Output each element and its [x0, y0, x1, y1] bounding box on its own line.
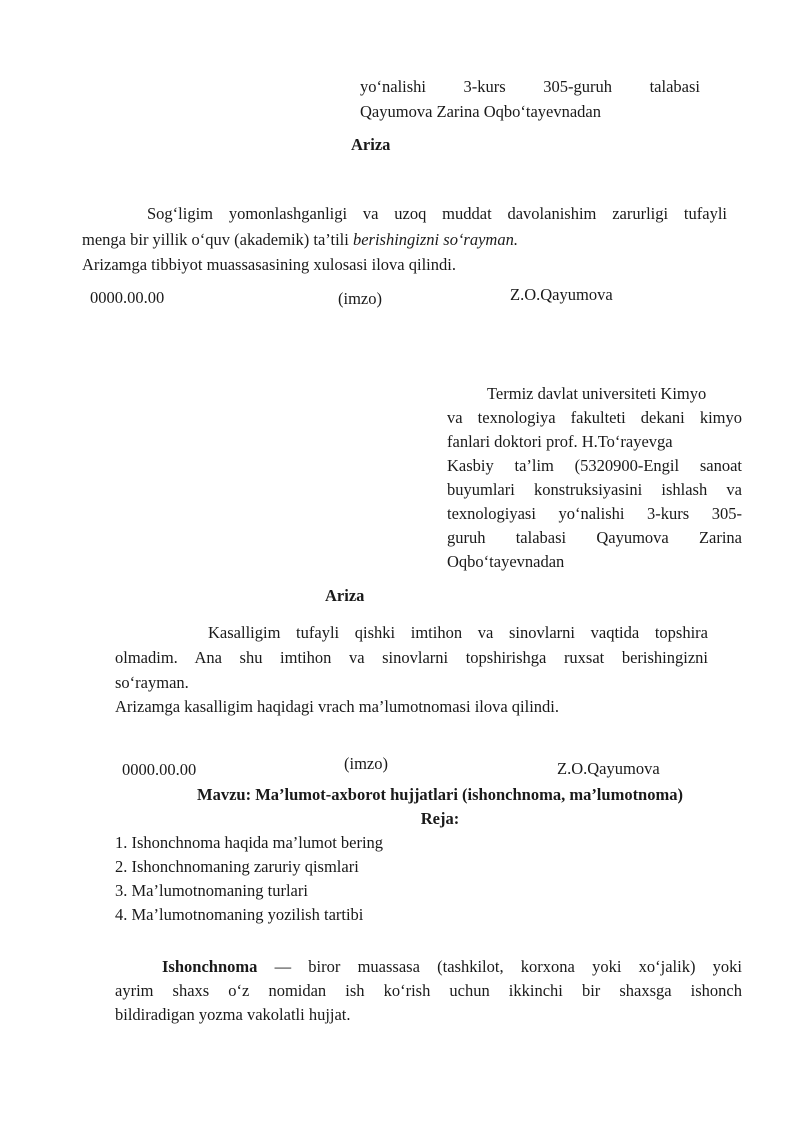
- application-1-body-line-3: Arizamga tibbiyot muassasasining xulosasi ilova qilindi.: [82, 255, 456, 274]
- topic-heading: Mavzu: Ma’lumot-axborot hujjatlari (ishonchnoma, ma’lumotnoma): [197, 785, 683, 804]
- definition-term: Ishonchnoma: [162, 957, 258, 976]
- definition-text: — biror muassasa (tashkilot, korxona yoki xo‘jalik) yoki: [257, 957, 742, 976]
- application-2-addressee: [447, 382, 742, 574]
- application-2-signature: (imzo): [344, 754, 388, 773]
- application-1-title: Ariza: [351, 135, 391, 154]
- addressee-line: texnologiyasi yo‘nalishi 3-kurs 305-: [447, 504, 742, 523]
- addressee-line-2: Qayumova Zarina Oqbo‘tayevnadan: [360, 102, 601, 121]
- definition-line-2: ayrim shaxs o‘z nomidan ish ko‘rish uchun ikkinchi bir shaxsga ishonch: [115, 981, 742, 1000]
- addressee-line: Termiz davlat universiteti Kimyo: [487, 384, 707, 403]
- application-1-name: Z.O.Qayumova: [510, 285, 613, 304]
- addressee-line: Oqbo‘tayevnadan: [447, 552, 565, 571]
- addressee-line: va texnologiya fakulteti dekani kimyo: [447, 408, 742, 427]
- application-2-body-line-3: so‘rayman.: [115, 673, 189, 692]
- application-2-name: Z.O.Qayumova: [557, 759, 660, 778]
- application-2-body-line-2: olmadim. Ana shu imtihon va sinovlarni topshirishga ruxsat berishingizni: [115, 648, 708, 667]
- application-1-date: 0000.00.00: [90, 288, 165, 307]
- addressee-line: Kasbiy ta’lim (5320900-Engil sanoat: [447, 456, 742, 475]
- addressee-line: fanlari doktori prof. H.To‘rayevga: [447, 432, 673, 451]
- plan-list: [115, 831, 383, 927]
- body-plain-text: menga bir yillik o‘quv (akademik) ta’tili: [82, 230, 353, 249]
- application-1-body-line-2: [82, 228, 518, 252]
- plan-item: 1. Ishonchnoma haqida ma’lumot bering: [115, 833, 384, 852]
- plan-item: 3. Ma’lumotnomaning turlari: [115, 881, 308, 900]
- addressee-line: guruh talabasi Qayumova Zarina: [447, 528, 742, 547]
- definition-line-1: [115, 955, 742, 979]
- application-1-body-line-1: Sog‘ligim yomonlashganligi va uzoq muddat davolanishim zarurligi tufayli: [147, 204, 727, 223]
- application-2-title: Ariza: [325, 586, 365, 605]
- body-italic-text: berishingizni so‘rayman.: [352, 230, 518, 249]
- application-1-signature: (imzo): [338, 289, 382, 308]
- definition-paragraph: [115, 955, 742, 1027]
- addressee-line: buyumlari konstruksiyasini ishlash va: [447, 480, 742, 499]
- application-2-date: 0000.00.00: [122, 760, 197, 779]
- addressee-line-1: yo‘nalishi 3-kurs 305-guruh talabasi: [360, 77, 700, 96]
- application-2-body-line-1: Kasalligim tufayli qishki imtihon va sinovlarni vaqtida topshira: [208, 623, 708, 642]
- application-2-body-line-4: Arizamga kasalligim haqidagi vrach ma’lumotnomasi ilova qilindi.: [115, 697, 560, 716]
- definition-line-3: bildiradigan yozma vakolatli hujjat.: [115, 1005, 351, 1024]
- plan-heading: Reja:: [420, 809, 460, 828]
- plan-item: 2. Ishonchnomaning zaruriy qismlari: [115, 857, 359, 876]
- plan-item: 4. Ma’lumotnomaning yozilish tartibi: [115, 905, 364, 924]
